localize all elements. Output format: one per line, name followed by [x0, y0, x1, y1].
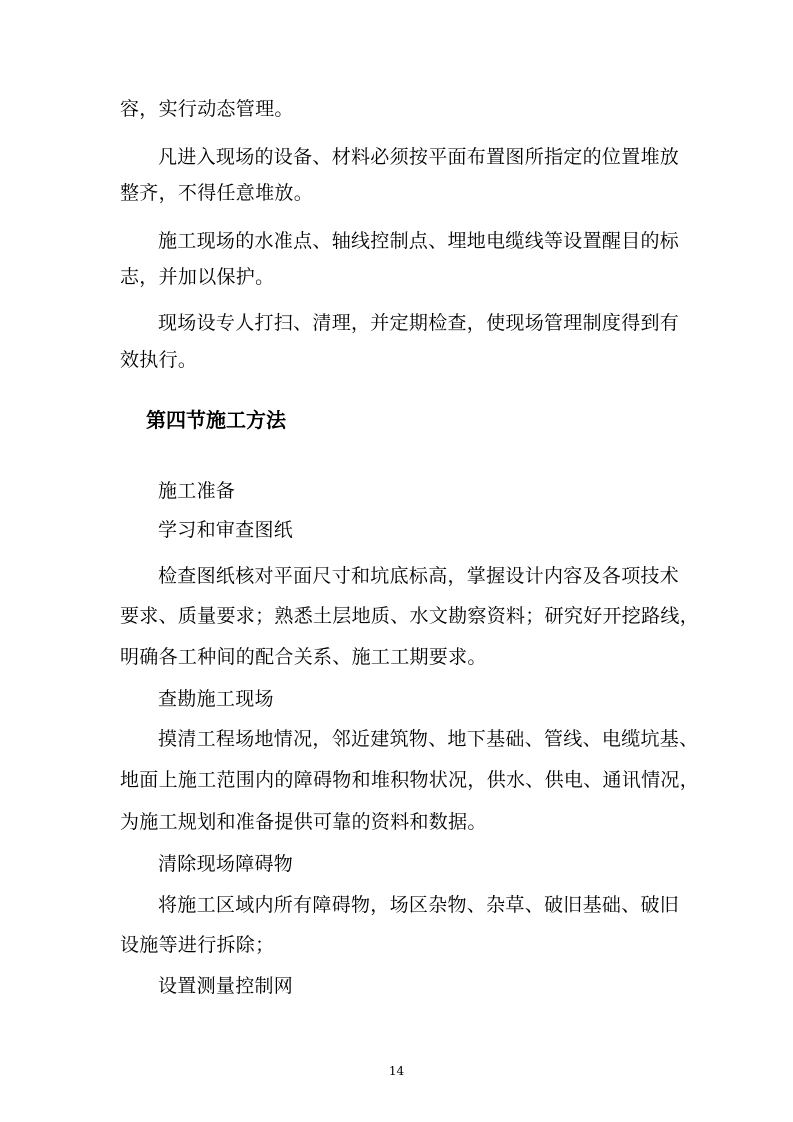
paragraph-line: 要求、质量要求；熟悉土层地质、水文勘察资料；研究好开挖路线， [120, 605, 700, 627]
paragraph-line: 设施等进行拆除； [120, 934, 275, 956]
subheading: 学习和审查图纸 [158, 519, 294, 541]
paragraph-line: 容，实行动态管理。 [120, 98, 294, 120]
subheading: 清除现场障碍物 [158, 853, 294, 875]
paragraph-line: 将施工区域内所有障碍物，场区杂物、杂草、破旧基础、破旧 [158, 894, 680, 916]
paragraph-line: 施工现场的水准点、轴线控制点、埋地电缆线等设置醒目的标 [158, 230, 680, 252]
page-number: 14 [388, 1064, 405, 1078]
paragraph-line: 检查图纸核对平面尺寸和坑底标高，掌握设计内容及各项技术 [158, 565, 680, 587]
paragraph-line: 凡进入现场的设备、材料必须按平面布置图所指定的位置堆放 [158, 146, 680, 168]
subheading: 查勘施工现场 [158, 688, 274, 710]
subheading: 施工准备 [158, 480, 236, 502]
paragraph-line: 整齐，不得任意堆放。 [120, 182, 314, 204]
paragraph-line: 现场设专人打扫、清理，并定期检查，使现场管理制度得到有 [158, 312, 680, 334]
paragraph-line: 地面上施工范围内的障碍物和堆积物状况，供水、供电、通讯情况， [120, 769, 700, 791]
subheading: 设置测量控制网 [158, 975, 294, 997]
paragraph-line: 效执行。 [120, 349, 198, 371]
paragraph-line: 为施工规划和准备提供可靠的资料和数据。 [120, 811, 487, 833]
paragraph-line: 摸清工程场地情况，邻近建筑物、地下基础、管线、电缆坑基、 [158, 728, 699, 750]
paragraph-line: 明确各工种间的配合关系、施工工期要求。 [120, 646, 487, 668]
paragraph-line: 志，并加以保护。 [120, 266, 275, 288]
section-heading: 第四节施工方法 [146, 408, 286, 432]
